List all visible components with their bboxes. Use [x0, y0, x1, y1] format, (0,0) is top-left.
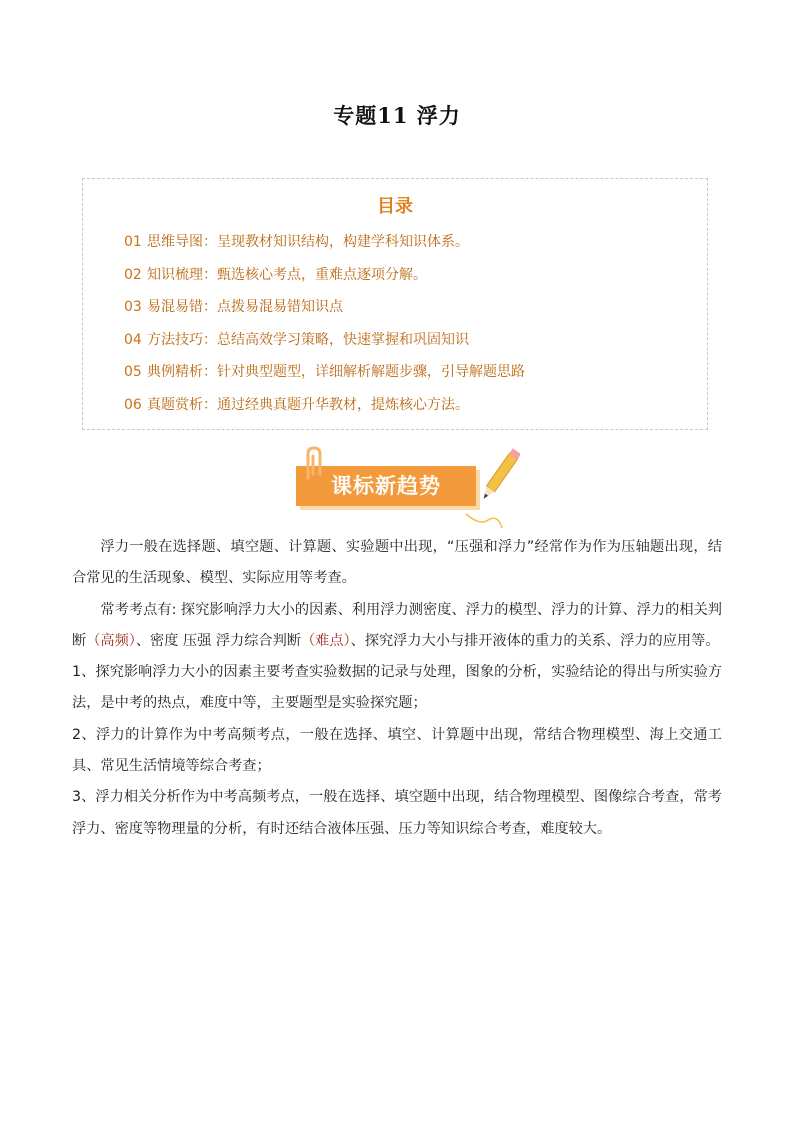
toc-item-number: 03 [124, 299, 142, 316]
numbered-item-2: 2、浮力的计算作为中考高频考点，一般在选择、填空、计算题中出现，常结合物理模型、海上交通工具、常见生活情境等综合考查； [72, 726, 722, 775]
toc-item-text: 思维导图：呈现教材知识结构，构建学科知识体系。 [147, 234, 469, 250]
toc-item-text: 真题赏析：通过经典真题升华教材，提炼核心方法。 [147, 396, 469, 413]
toc-item [124, 328, 525, 361]
page-title: 专题11 浮力 [333, 103, 461, 128]
exam-points-middle: 、密度 压强 浮力综合判断 [135, 632, 301, 649]
toc-item-text: 方法技巧：总结高效学习策略，快速掌握和巩固知识 [147, 331, 469, 348]
exam-points-tail: 、探究浮力大小与排开液体的重力的关系、浮力的应用等。 [350, 632, 720, 649]
difficult-mark: （难点） [300, 632, 351, 649]
toc-item-number: 01 [124, 234, 142, 250]
exam-points-lead: 常考考点有: 探究影响浮力大小的因素、利用浮力测密度、浮力的模型、浮力的计算、浮力的相关判断 [72, 601, 722, 649]
toc-item [124, 230, 525, 263]
toc-item-number: 05 [124, 364, 142, 381]
toc-item-number: 06 [124, 396, 142, 413]
toc-item [124, 393, 525, 426]
toc-item [124, 263, 525, 296]
high-frequency-mark: （高频） [86, 632, 136, 649]
section-banner-label: 课标新趋势 [331, 474, 441, 498]
toc-item-number: 04 [124, 331, 142, 348]
toc-item [124, 295, 525, 328]
exam-points-paragraph [72, 595, 722, 658]
toc-item-text: 知识梳理：甄选核心考点，重难点逐项分解。 [147, 266, 427, 283]
toc-item [124, 360, 525, 393]
content-body [72, 532, 722, 845]
toc-list [124, 230, 525, 426]
intro-paragraph: 浮力一般在选择题、填空题、计算题、实验题中出现，“压强和浮力”经常作为作为压轴题出现，结合常见的生活现象、模型、实际应用等考查。 [72, 539, 722, 587]
toc-item-text: 易混易错：点拨易混易错知识点 [147, 299, 343, 316]
toc-heading: 目录 [377, 196, 413, 217]
toc-item-number: 02 [124, 266, 142, 283]
toc-item-text: 典例精析：针对典型题型，详细解析解题步骤，引导解题思路 [147, 364, 525, 381]
pencil-scribble [466, 514, 502, 528]
numbered-item-3: 3、浮力相关分析作为中考高频考点，一般在选择、填空题中出现，结合物理模型、图像综合考查，常考浮力、密度等物理量的分析，有时还结合液体压强、压力等知识综合考查，难度较大。 [72, 789, 722, 837]
pencil-icon [480, 448, 520, 501]
numbered-item-1: 1、探究影响浮力大小的因素主要考查实验数据的记录与处理，图象的分析，实验结论的得出与所实验方法，是中考的热点，难度中等，主要题型是实验探究题； [72, 664, 722, 712]
